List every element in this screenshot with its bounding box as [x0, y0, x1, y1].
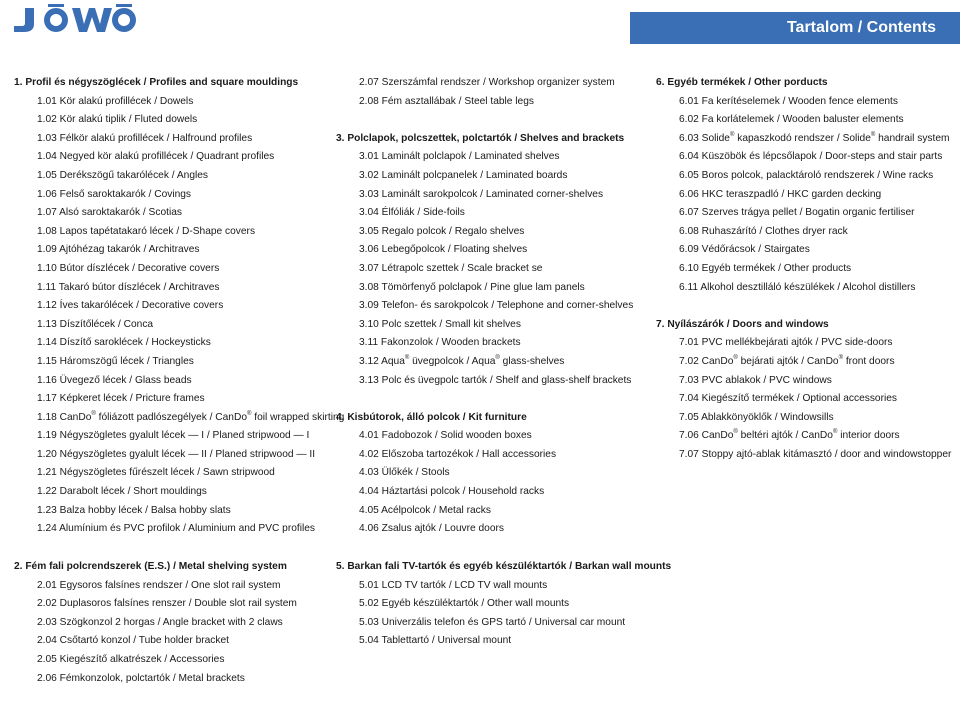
toc-item: 1.08 Lapos tapétatakaró lécek / D-Shape covers [37, 225, 256, 237]
toc-column-bottom-left [14, 558, 297, 688]
toc-item: 6.04 Küszöbök és lépcsőlapok / Door-steps and stair parts [679, 151, 943, 163]
toc-item: 1.02 Kör alakú tiplik / Fluted dowels [37, 114, 198, 126]
toc-item: 1.15 Háromszögű lécek / Triangles [37, 355, 194, 367]
toc-item: 1.03 Félkör alakú profillécek / Halfround profiles [37, 132, 253, 144]
toc-item: 3.01 Laminált polclapok / Laminated shelves [359, 151, 560, 163]
page-title: Tartalom / Contents [786, 19, 936, 36]
toc-item: 3.13 Polc és üvegpolc tartók / Shelf and glass-shelf brackets [359, 374, 632, 386]
toc-item: 1.24 Alumínium és PVC profilok / Aluminium and PVC profiles [37, 523, 316, 535]
toc-item: 1.13 Díszítőlécek / Conca [37, 318, 154, 330]
toc-item: 2.06 Fémkonzolok, polctartók / Metal brackets [37, 672, 245, 684]
toc-item: 2.04 Csőtartó konzol / Tube holder bracket [37, 635, 229, 647]
toc-item: 2.08 Fém asztallábak / Steel table legs [359, 95, 534, 107]
toc-item: 4.02 Előszoba tartozékok / Hall accessories [359, 448, 557, 460]
toc-item: 5.04 Tablettartó / Universal mount [359, 635, 512, 647]
toc-item: 4.01 Fadobozok / Solid wooden boxes [359, 430, 532, 442]
toc-item: 7.01 PVC mellékbejárati ajtók / PVC side-doors [679, 337, 893, 349]
toc-item: 1.10 Bútor díszlécek / Decorative covers [37, 262, 220, 274]
toc-item: 5.01 LCD TV tartók / LCD TV wall mounts [359, 579, 548, 591]
toc-item: 2.07 Szerszámfal rendszer / Workshop organizer system [359, 77, 615, 88]
toc-item: 1.07 Alsó saroktakarók / Scotias [37, 207, 182, 219]
toc-item: 1.01 Kör alakú profillécek / Dowels [37, 95, 194, 107]
toc-item: 1.17 Képkeret lécek / Pricture frames [37, 393, 205, 405]
toc-item: 6.09 Védőrácsok / Stairgates [679, 244, 810, 256]
toc-item: 3.10 Polc szettek / Small kit shelves [359, 318, 521, 330]
section-heading: 5. Barkan fali TV-tartók és egyéb készüléktartók / Barkan wall mounts [336, 561, 672, 572]
spacer [656, 297, 951, 316]
toc-item: 7.03 PVC ablakok / PVC windows [679, 374, 832, 386]
toc-item: 1.19 Négyszögletes gyalult lécek — I / Planed stripwood — I [37, 430, 310, 442]
toc-item: 6.01 Fa kerítéselemek / Wooden fence elements [679, 95, 898, 107]
toc-column-right [656, 74, 951, 464]
spacer [336, 111, 633, 130]
toc-item: 2.01 Egysoros falsínes rendszer / One slot rail system [37, 579, 281, 591]
toc-item: 1.18 CanDo® fóliázott padlószegélyek / CanDo® foil wrapped skirting [37, 410, 345, 423]
toc-item: 6.10 Egyéb termékek / Other products [679, 262, 852, 274]
toc-item: 6.03 Solide® kapaszkodó rendszer / Solide® handrail system [679, 131, 950, 144]
toc-item: 6.07 Szerves trágya pellet / Bogatin organic fertiliser [679, 207, 915, 219]
toc-column-middle [336, 74, 633, 539]
toc-item: 3.07 Létrapolc szettek / Scale bracket se [359, 262, 543, 274]
toc-item: 4.05 Acélpolcok / Metal racks [359, 504, 491, 516]
toc-item: 3.08 Tömörfenyő polclapok / Pine glue lam panels [359, 281, 585, 293]
toc-item: 4.06 Zsalus ajtók / Louvre doors [359, 523, 504, 535]
toc-column-left [14, 74, 344, 539]
toc-item: 5.02 Egyéb készüléktartók / Other wall mounts [359, 598, 570, 610]
toc-item: 6.05 Boros polcok, palacktároló rendszerek / Wine racks [679, 169, 934, 181]
title-banner [630, 12, 960, 44]
toc-item: 6.06 HKC teraszpadló / HKC garden decking [679, 188, 882, 200]
toc-item: 3.06 Lebegőpolcok / Floating shelves [359, 244, 528, 256]
spacer [336, 390, 633, 409]
toc-item: 3.04 Élfóliák / Side-foils [359, 207, 465, 219]
section-heading: 4. Kisbútorok, álló polcok / Kit furniture [336, 411, 527, 423]
toc-item: 2.02 Duplasoros falsínes renszer / Double slot rail system [37, 598, 297, 610]
toc-item: 3.02 Laminált polcpanelek / Laminated boards [359, 169, 568, 181]
toc-item: 1.11 Takaró bútor díszlécek / Architraves [37, 281, 220, 293]
toc-item: 6.08 Ruhaszárító / Clothes dryer rack [679, 225, 848, 237]
section-heading: 3. Polclapok, polcszettek, polctartók / Shelves and brackets [336, 132, 625, 144]
toc-item: 4.04 Háztartási polcok / Household racks [359, 486, 545, 498]
toc-item: 1.20 Négyszögletes gyalult lécek — II / Planed stripwood — II [37, 448, 316, 460]
section-heading: 2. Fém fali polcrendszerek (E.S.) / Metal shelving system [14, 561, 287, 572]
toc-item: 3.12 Aqua® üvegpolcok / Aqua® glass-shelves [359, 354, 565, 367]
toc-item: 6.11 Alkohol desztilláló készülékek / Alcohol distillers [679, 281, 916, 293]
section-heading: 6. Egyéb termékek / Other porducts [656, 77, 828, 88]
toc-item: 1.09 Ajtóhézag takarók / Architraves [37, 244, 200, 256]
toc-item: 7.04 Kiegészítő termékek / Optional accessories [679, 393, 898, 405]
jowo-logo-icon [10, 4, 138, 36]
toc-item: 1.16 Üvegező lécek / Glass beads [37, 374, 192, 386]
toc-item: 1.05 Derékszögű takarólécek / Angles [37, 169, 209, 181]
toc-item: 2.03 Szögkonzol 2 horgas / Angle bracket with 2 claws [37, 616, 283, 628]
section-heading: 7. Nyílászárók / Doors and windows [656, 318, 829, 330]
section-heading: 1. Profil és négyszöglécek / Profiles and square mouldings [14, 77, 299, 88]
toc-item: 1.23 Balza hobby lécek / Balsa hobby slats [37, 504, 231, 516]
toc-item: 5.03 Univerzális telefon és GPS tartó / Universal car mount [359, 616, 626, 628]
toc-item: 7.02 CanDo® bejárati ajtók / CanDo® front doors [679, 354, 895, 367]
toc-item: 6.02 Fa korlátelemek / Wooden baluster elements [679, 114, 904, 126]
toc-item: 2.05 Kiegészítő alkatrészek / Accessories [37, 653, 225, 665]
toc-item: 7.05 Ablakkönyöklők / Windowsills [679, 411, 834, 423]
toc-item: 3.03 Laminált sarokpolcok / Laminated corner-shelves [359, 188, 604, 200]
toc-item: 4.03 Ülőkék / Stools [359, 467, 450, 479]
toc-item: 3.05 Regalo polcok / Regalo shelves [359, 225, 525, 237]
toc-item: 3.11 Fakonzolok / Wooden brackets [359, 337, 521, 349]
toc-item: 1.04 Negyed kör alakú profillécek / Quadrant profiles [37, 151, 275, 163]
toc-column-bottom-middle [336, 558, 671, 651]
toc-item: 3.09 Telefon- és sarokpolcok / Telephone and corner-shelves [359, 300, 634, 312]
toc-item: 7.06 CanDo® beltéri ajtók / CanDo® interior doors [679, 429, 900, 442]
toc-item: 1.22 Darabolt lécek / Short mouldings [37, 486, 207, 498]
toc-item: 1.12 Íves takarólécek / Decorative covers [37, 300, 224, 312]
toc-item: 1.06 Felső saroktakarók / Covings [37, 188, 192, 200]
toc-item: 1.21 Négyszögletes fűrészelt lécek / Sawn stripwood [37, 467, 275, 479]
toc-item: 1.14 Díszítő saroklécek / Hockeysticks [37, 337, 211, 349]
toc-item: 7.07 Stoppy ajtó-ablak kitámasztó / door and windowstopper [679, 448, 952, 460]
